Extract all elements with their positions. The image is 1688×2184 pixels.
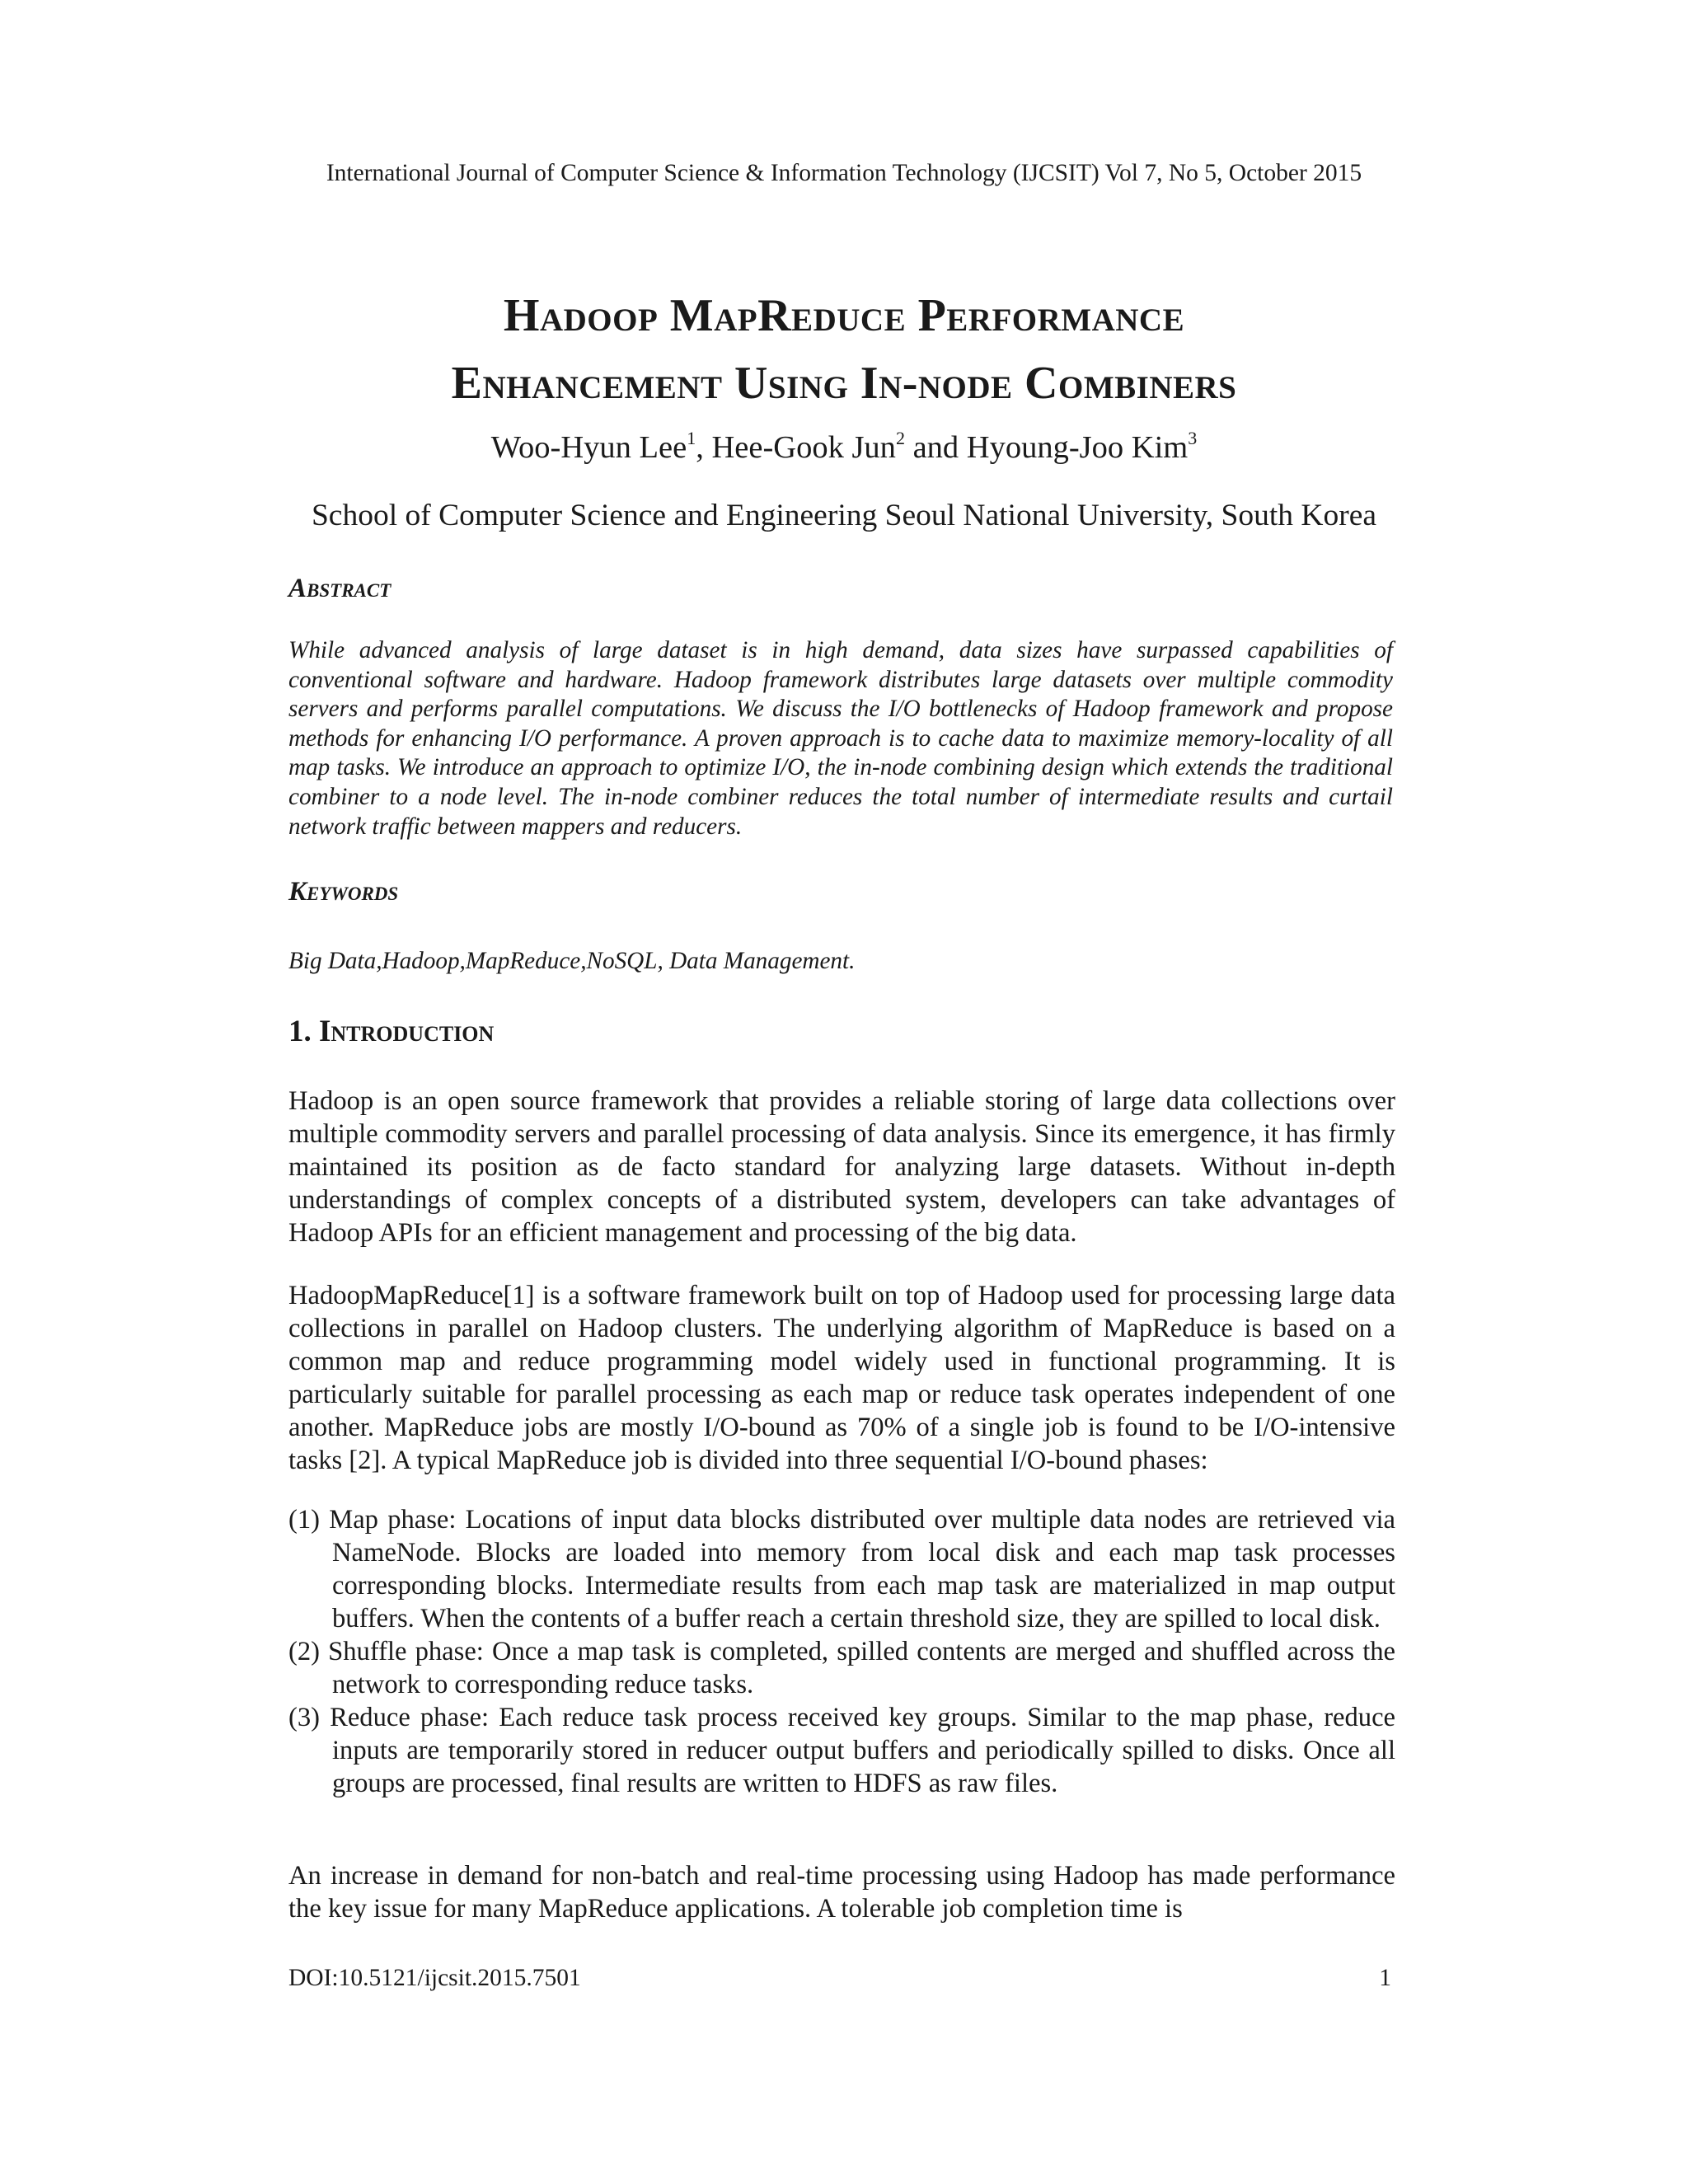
introduction-heading: 1. Introduction [288, 1015, 495, 1048]
paper-title [0, 282, 1688, 417]
page-number: 1 [1379, 1965, 1391, 1991]
author-name: Hyoung-Joo Kim [966, 430, 1189, 465]
abstract-text: While advanced analysis of large dataset is in high demand, data sizes have surpassed capabilities of conventional software and hardware. Hadoop framework distributes large datasets over multiple commodity servers and performs parallel computations. We discuss the I/O bottlenecks of Hadoop framework and propose methods for enhancing I/O performance. A proven approach is to cache data to maximize memory-locality of all map tasks. We introduce an approach to optimize I/O, the in-node combining design which extends the traditional combiner to a node level. The in-node combiner reduces the total number of intermediate results and curtail network traffic between mappers and reducers. [288, 637, 1393, 840]
doi: DOI:10.5121/ijcsit.2015.7501 [288, 1965, 581, 1991]
affiliation-mark: 1 [687, 428, 696, 448]
intro-paragraph-1: Hadoop is an open source framework that provides a reliable storing of large data collections over multiple commodity servers and parallel processing of data analysis. Since its emergence, it has firmly maintained its position as de facto standard for analyzing large datasets. Without in-depth understandings of complex concepts of a distributed system, developers can take advantages of Hadoop APIs for an efficient management and processing of the big data. [288, 1086, 1395, 1248]
title-line-2: Enhancement Using In-node Combiners [451, 358, 1237, 409]
phase-item-reduce: (3) Reduce phase: Each reduce task process received key groups. Similar to the map phase, reduce inputs are temporarily stored in reducer output buffers and periodically spilled to disks. Once all groups are processed, final results are written to HDFS as raw files. [288, 1703, 1395, 1798]
affiliation-mark: 2 [895, 428, 905, 448]
title-line-1: Hadoop MapReduce Performance [503, 290, 1185, 341]
affiliation: School of Computer Science and Engineering Seoul National University, South Korea [311, 499, 1377, 532]
keywords-heading: Keywords [288, 877, 399, 907]
abstract-heading: Abstract [288, 574, 392, 603]
author-separator: and [904, 430, 967, 465]
affiliation-mark: 3 [1188, 428, 1198, 448]
keywords-text: Big Data,Hadoop,MapReduce,NoSQL, Data Management. [288, 948, 856, 974]
author-separator: , [696, 430, 712, 465]
author-name: Woo-Hyun Lee [490, 430, 687, 465]
phase-item-map: (1) Map phase: Locations of input data blocks distributed over multiple data nodes are retrieved via NameNode. Blocks are loaded into memory from local disk and each map task processes corresponding blocks. Intermediate results from each map task are materialized in map output buffers. When the contents of a buffer reach a certain threshold size, they are spilled to local disk. [288, 1505, 1395, 1633]
phase-item-shuffle: (2) Shuffle phase: Once a map task is completed, spilled contents are merged and shuffled across the network to corresponding reduce tasks. [288, 1637, 1395, 1699]
author-name: Hee-Gook Jun [711, 430, 896, 465]
intro-paragraph-2: HadoopMapReduce[1] is a software framework built on top of Hadoop used for processing large data collections in parallel on Hadoop clusters. The underlying algorithm of MapReduce is based on a common map and reduce programming model widely used in functional programming. It is particularly suitable for parallel processing as each map or reduce task operates independent of one another. MapReduce jobs are mostly I/O-bound as 70% of a single job is found to be I/O-intensive tasks [2]. A typical MapReduce job is divided into three sequential I/O-bound phases: [288, 1281, 1395, 1475]
author-list [0, 427, 1688, 468]
phase-list [288, 1503, 1395, 1800]
running-head: International Journal of Computer Science & Information Technology (IJCSIT) Vol 7, No 5, October 2015 [326, 160, 1362, 186]
intro-paragraph-3: An increase in demand for non-batch and real-time processing using Hadoop has made performance the key issue for many MapReduce applications. A tolerable job completion time is [288, 1861, 1395, 1924]
